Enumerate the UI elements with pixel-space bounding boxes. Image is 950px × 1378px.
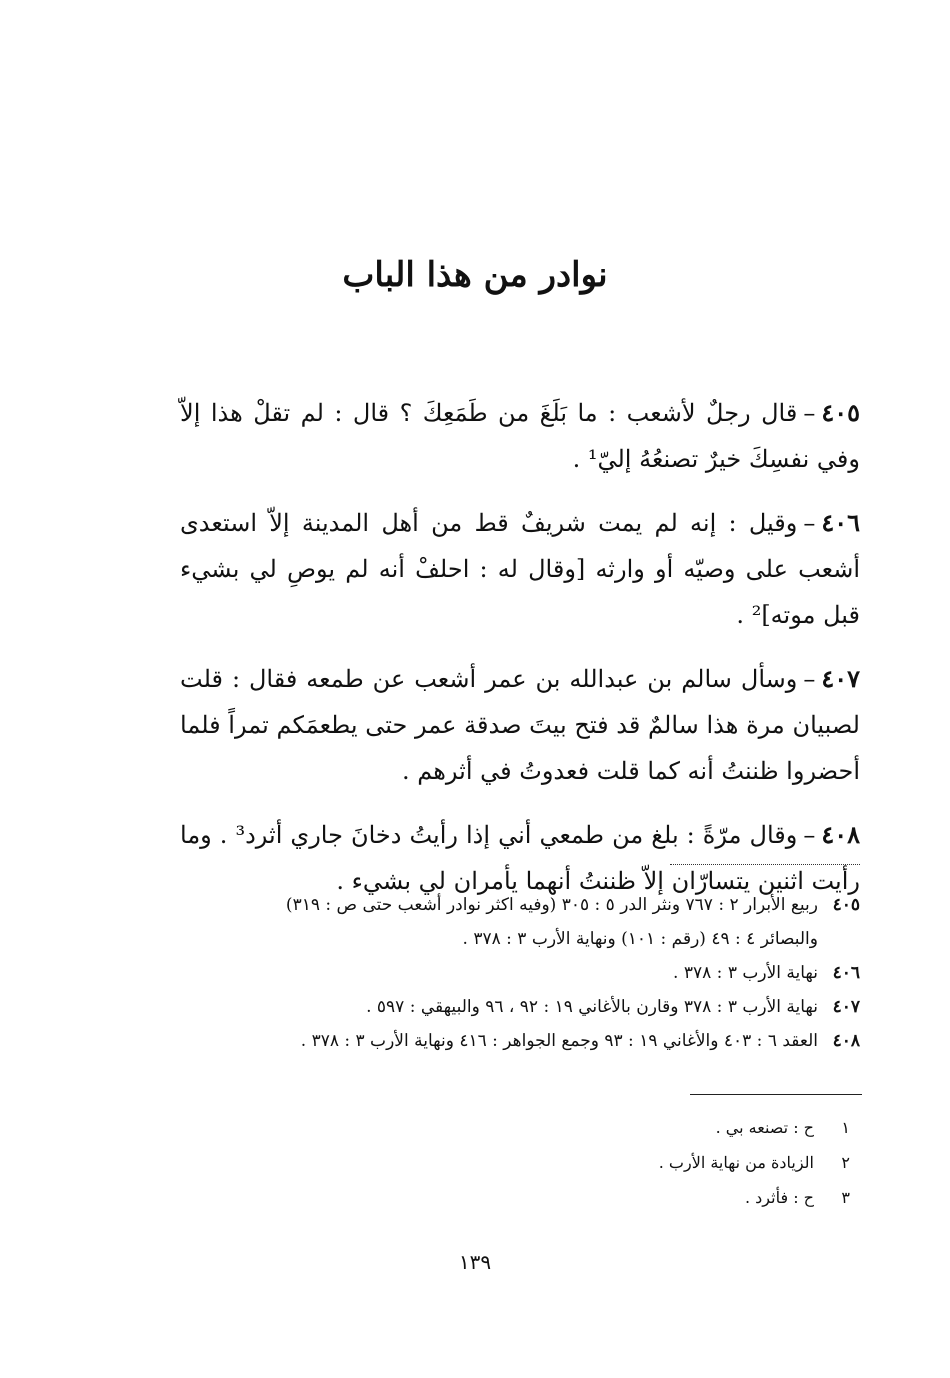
footnote xyxy=(400,1180,850,1215)
source-text: نهاية الأرب ٣ : ٣٧٨ . xyxy=(673,963,818,983)
page-number: ١٣٩ xyxy=(458,1250,492,1274)
dotted-separator xyxy=(670,864,860,865)
main-text xyxy=(180,390,860,922)
footnote-separator xyxy=(690,1094,862,1095)
footnote xyxy=(400,1110,850,1145)
entry-number: ٤٠٨ xyxy=(821,820,860,849)
entry-text: قال رجلٌ لأشعب : ما بَلَغَ من طَمَعِكَ ؟ قال : لم تقلْ هذا إلاّ وفي نفسِكَ خيرٌ تصنعُهُ إليّ¹ . xyxy=(180,399,860,473)
entry-text: وسأل سالم بن عبدالله بن عمر أشعب عن طمعه فقال : قلت لصبيان مرة هذا سالمٌ قد فتح بيتَ صدقة عمر حتى يطعمَكم تمراً فلما أحضروا ظننتُ أنه كما قلت فعدوتُ في أثرهم . xyxy=(180,665,860,785)
entry-text: وقيل : إنه لم يمت شريفٌ قط من أهل المدينة إلاّ استعدى أشعب على وصيّه أو وارثه [وقال له : احلفْ أنه لم يوصِ لي بشيء قبل موته]² . xyxy=(180,509,860,629)
entry-dash: – xyxy=(803,821,816,849)
entry-dash: – xyxy=(803,665,816,693)
footnote-text: ح : تصنعه بي . xyxy=(715,1118,814,1137)
footnote-number: ١ xyxy=(841,1118,850,1137)
entry-dash: – xyxy=(803,399,816,427)
source-note xyxy=(220,956,860,990)
source-note-continuation xyxy=(220,922,860,956)
chapter-title: نوادر من هذا الباب xyxy=(342,255,608,295)
footnote-text: ح : فأثرد . xyxy=(745,1188,814,1207)
footnotes xyxy=(400,1110,850,1215)
source-note xyxy=(220,888,860,922)
source-text: والبصائر ٤ : ٤٩ (رقم : ١٠١) ونهاية الأرب ٣ : ٣٧٨ . xyxy=(462,929,818,949)
anecdote-entry xyxy=(180,390,860,482)
source-text: العقد ٦ : ٤٠٣ والأغاني ١٩ : ٩٣ وجمع الجواهر : ٤١٦ ونهاية الأرب ٣ : ٣٧٨ . xyxy=(300,1031,818,1051)
footnote-number: ٢ xyxy=(841,1153,850,1172)
footnote-text: الزيادة من نهاية الأرب . xyxy=(658,1153,814,1172)
entry-number: ٤٠٦ xyxy=(821,508,860,537)
anecdote-entry xyxy=(180,656,860,794)
source-text: نهاية الأرب ٣ : ٣٧٨ وقارن بالأغاني ١٩ : ٩٢ ، ٩٦ والبيهقي : ٥٩٧ . xyxy=(366,997,818,1017)
source-number: ٤٠٧ xyxy=(832,997,860,1017)
source-note xyxy=(220,1024,860,1058)
entry-number: ٤٠٥ xyxy=(821,398,860,427)
source-text: ربيع الأبرار ٢ : ٧٦٧ ونثر الدر ٥ : ٣٠٥ (وفيه اكثر نوادر أشعب حتى ص : ٣١٩) xyxy=(285,895,818,915)
source-note xyxy=(220,990,860,1024)
entry-dash: – xyxy=(803,509,816,537)
source-number: ٤٠٨ xyxy=(832,1031,860,1051)
footnote-number: ٣ xyxy=(841,1188,850,1207)
source-notes xyxy=(220,888,860,1058)
source-number: ٤٠٥ xyxy=(832,895,860,915)
anecdote-entry xyxy=(180,500,860,638)
entry-text: وقال مرّةً : بلغ من طمعي أني إذا رأيتُ دخانَ جاري أثرد³ . وما رأيت اثنين يتسارّان إلاّ ظننتُ أنهما يأمران لي بشيء . xyxy=(180,821,860,895)
source-number: ٤٠٦ xyxy=(832,963,860,983)
entry-number: ٤٠٧ xyxy=(821,664,860,693)
footnote xyxy=(400,1145,850,1180)
